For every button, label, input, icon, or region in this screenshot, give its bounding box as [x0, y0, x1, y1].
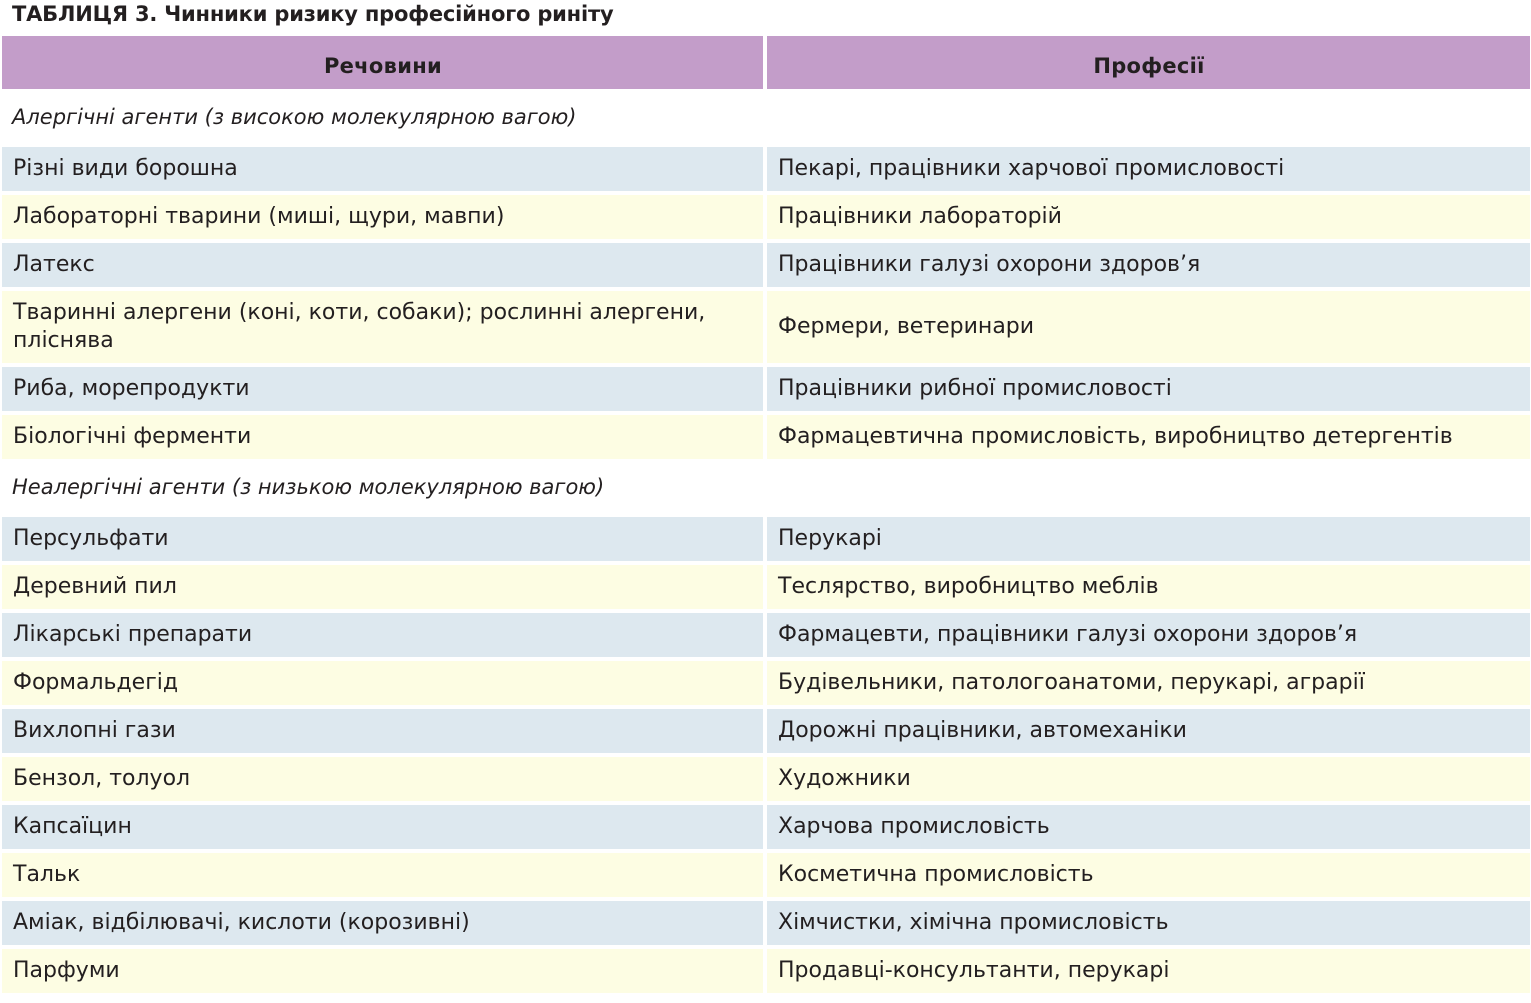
profession-cell: Фермери, ветеринари	[767, 291, 1530, 363]
substance-cell: Лікарські препарати	[2, 613, 763, 657]
substance-cell: Риба, морепродукти	[2, 367, 763, 411]
table-row	[2, 613, 1530, 657]
table-row	[2, 757, 1530, 801]
profession-cell: Працівники рибної промисловості	[767, 367, 1530, 411]
table-row	[2, 853, 1530, 897]
profession-cell: Фармацевти, працівники галузі охорони здоров’я	[767, 613, 1530, 657]
profession-cell: Косметична промисловість	[767, 853, 1530, 897]
profession-cell: Продавці-консультанти, перукарі	[767, 949, 1530, 993]
table-row	[2, 805, 1530, 849]
substance-cell: Тваринні алергени (коні, коти, собаки); рослинні алергени, пліснява	[2, 291, 763, 363]
table-row	[2, 147, 1530, 191]
profession-cell: Харчова промисловість	[767, 805, 1530, 849]
substance-cell: Капсаїцин	[2, 805, 763, 849]
profession-cell: Працівники лабораторій	[767, 195, 1530, 239]
risk-factors-table	[2, 36, 1530, 997]
substance-cell: Тальк	[2, 853, 763, 897]
table-header-row	[2, 36, 1530, 89]
substance-cell: Бензол, толуол	[2, 757, 763, 801]
substance-cell: Біологічні ферменти	[2, 415, 763, 459]
profession-cell: Перукарі	[767, 517, 1530, 561]
table-row	[2, 709, 1530, 753]
table-title: ТАБЛИЦЯ 3. Чинники ризику професійного риніту	[12, 2, 614, 26]
header-substances: Речовини	[2, 36, 763, 89]
table-row	[2, 661, 1530, 705]
profession-cell: Художники	[767, 757, 1530, 801]
table-row	[2, 901, 1530, 945]
header-professions: Професії	[767, 36, 1530, 89]
substance-cell: Персульфати	[2, 517, 763, 561]
section-title-non-allergic: Неалергічні агенти (з низькою молекулярною вагою)	[12, 475, 605, 499]
substance-cell: Лабораторні тварини (миші, щури, мавпи)	[2, 195, 763, 239]
substance-cell: Вихлопні гази	[2, 709, 763, 753]
table-row	[2, 243, 1530, 287]
profession-cell: Дорожні працівники, автомеханіки	[767, 709, 1530, 753]
substance-cell: Формальдегід	[2, 661, 763, 705]
table-row	[2, 195, 1530, 239]
profession-cell: Фармацевтична промисловість, виробництво детергентів	[767, 415, 1530, 459]
profession-cell: Теслярство, виробництво меблів	[767, 565, 1530, 609]
table-row	[2, 949, 1530, 993]
table-row	[2, 565, 1530, 609]
table-row	[2, 291, 1530, 363]
substance-cell: Різні види борошна	[2, 147, 763, 191]
substance-cell: Парфуми	[2, 949, 763, 993]
profession-cell: Пекарі, працівники харчової промисловості	[767, 147, 1530, 191]
substance-cell: Аміак, відбілювачі, кислоти (корозивні)	[2, 901, 763, 945]
profession-cell: Хімчистки, хімічна промисловість	[767, 901, 1530, 945]
profession-cell: Будівельники, патологоанатоми, перукарі, аграрії	[767, 661, 1530, 705]
profession-cell: Працівники галузі охорони здоров’я	[767, 243, 1530, 287]
substance-cell: Латекс	[2, 243, 763, 287]
table-row	[2, 367, 1530, 411]
table-row	[2, 517, 1530, 561]
table-row	[2, 415, 1530, 459]
substance-cell: Деревний пил	[2, 565, 763, 609]
section-title-allergic: Алергічні агенти (з високою молекулярною вагою)	[12, 105, 577, 129]
